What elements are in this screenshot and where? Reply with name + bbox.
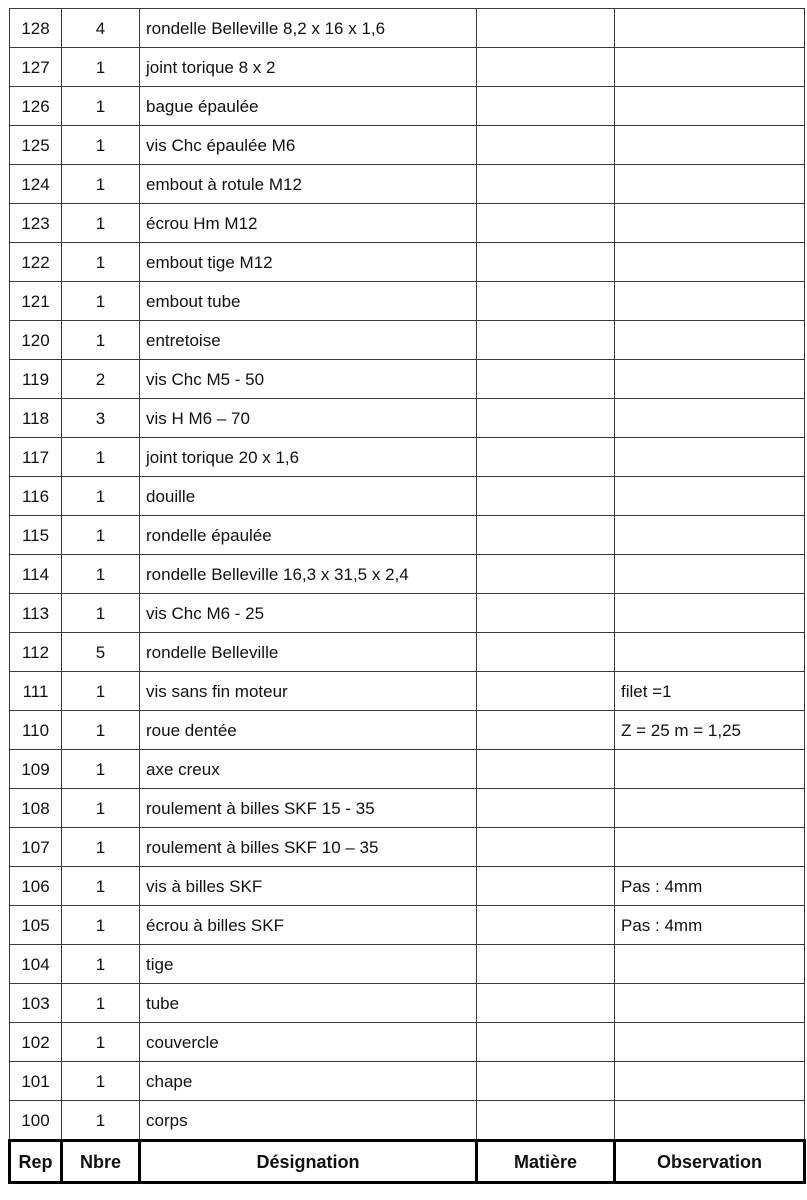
observation-cell [615,282,805,321]
designation-cell: vis sans fin moteur [140,672,477,711]
observation-cell [615,477,805,516]
rep-cell: 119 [10,360,62,399]
nbre-cell: 1 [62,48,140,87]
rep-cell: 105 [10,906,62,945]
matiere-cell [477,789,615,828]
nbre-cell: 1 [62,165,140,204]
table-row [10,828,805,867]
observation-cell: Pas : 4mm [615,867,805,906]
observation-cell [615,165,805,204]
nbre-cell: 1 [62,126,140,165]
designation-cell: douille [140,477,477,516]
table-row [10,1023,805,1062]
nbre-cell: 1 [62,282,140,321]
observation-cell [615,321,805,360]
matiere-cell [477,672,615,711]
nbre-cell: 5 [62,633,140,672]
designation-cell: vis Chc épaulée M6 [140,126,477,165]
nbre-cell: 1 [62,828,140,867]
rep-cell: 108 [10,789,62,828]
table-row [10,867,805,906]
table-row [10,399,805,438]
matiere-cell [477,711,615,750]
matiere-cell [477,399,615,438]
observation-cell: Pas : 4mm [615,906,805,945]
matiere-cell [477,1101,615,1141]
matiere-cell [477,87,615,126]
matiere-cell [477,750,615,789]
rep-cell: 123 [10,204,62,243]
table-row [10,555,805,594]
matiere-cell [477,984,615,1023]
observation-cell [615,243,805,282]
nbre-cell: 1 [62,867,140,906]
observation-cell [615,1023,805,1062]
matiere-cell [477,828,615,867]
observation-cell [615,594,805,633]
designation-cell: joint torique 20 x 1,6 [140,438,477,477]
header-designation: Désignation [140,1141,477,1183]
table-row [10,126,805,165]
table-row [10,438,805,477]
table-row [10,1101,805,1141]
rep-cell: 103 [10,984,62,1023]
header-matiere: Matière [477,1141,615,1183]
designation-cell: écrou Hm M12 [140,204,477,243]
designation-cell: roulement à billes SKF 10 – 35 [140,828,477,867]
rep-cell: 122 [10,243,62,282]
rep-cell: 114 [10,555,62,594]
nbre-cell: 3 [62,399,140,438]
rep-cell: 121 [10,282,62,321]
rep-cell: 127 [10,48,62,87]
table-row [10,984,805,1023]
designation-cell: corps [140,1101,477,1141]
observation-cell [615,1062,805,1101]
table-row [10,477,805,516]
matiere-cell [477,282,615,321]
matiere-cell [477,204,615,243]
designation-cell: vis H M6 – 70 [140,399,477,438]
nbre-cell: 1 [62,555,140,594]
table-row [10,1062,805,1101]
table-row [10,633,805,672]
matiere-cell [477,321,615,360]
matiere-cell [477,867,615,906]
matiere-cell [477,126,615,165]
rep-cell: 115 [10,516,62,555]
designation-cell: vis Chc M5 - 50 [140,360,477,399]
rep-cell: 112 [10,633,62,672]
table-row [10,906,805,945]
observation-cell [615,633,805,672]
nbre-cell: 1 [62,672,140,711]
designation-cell: chape [140,1062,477,1101]
observation-cell: filet =1 [615,672,805,711]
header-observation: Observation [615,1141,805,1183]
rep-cell: 106 [10,867,62,906]
table-row [10,750,805,789]
observation-cell [615,828,805,867]
nbre-cell: 4 [62,9,140,48]
table-row [10,87,805,126]
observation-cell [615,204,805,243]
matiere-cell [477,1062,615,1101]
nbre-cell: 1 [62,711,140,750]
designation-cell: roue dentée [140,711,477,750]
rep-cell: 104 [10,945,62,984]
observation-cell [615,360,805,399]
designation-cell: entretoise [140,321,477,360]
rep-cell: 124 [10,165,62,204]
parts-list-body [10,9,805,1141]
designation-cell: rondelle Belleville [140,633,477,672]
table-row [10,48,805,87]
designation-cell: tube [140,984,477,1023]
nbre-cell: 1 [62,594,140,633]
table-row [10,789,805,828]
matiere-cell [477,9,615,48]
table-row [10,321,805,360]
nbre-cell: 1 [62,243,140,282]
matiere-cell [477,165,615,204]
parts-list-table [8,8,806,1184]
table-row [10,9,805,48]
observation-cell [615,438,805,477]
header-nbre: Nbre [62,1141,140,1183]
nbre-cell: 1 [62,945,140,984]
nbre-cell: 1 [62,87,140,126]
rep-cell: 110 [10,711,62,750]
nbre-cell: 1 [62,477,140,516]
table-row [10,672,805,711]
nbre-cell: 1 [62,321,140,360]
rep-cell: 126 [10,87,62,126]
nbre-cell: 1 [62,1101,140,1141]
rep-cell: 118 [10,399,62,438]
nbre-cell: 1 [62,984,140,1023]
rep-cell: 120 [10,321,62,360]
observation-cell [615,516,805,555]
matiere-cell [477,360,615,399]
designation-cell: roulement à billes SKF 15 - 35 [140,789,477,828]
table-row [10,282,805,321]
rep-cell: 101 [10,1062,62,1101]
table-row [10,711,805,750]
nbre-cell: 1 [62,204,140,243]
header-rep: Rep [10,1141,62,1183]
matiere-cell [477,438,615,477]
nbre-cell: 2 [62,360,140,399]
nbre-cell: 1 [62,516,140,555]
observation-cell [615,1101,805,1141]
table-row [10,243,805,282]
matiere-cell [477,516,615,555]
designation-cell: embout tube [140,282,477,321]
observation-cell [615,555,805,594]
matiere-cell [477,48,615,87]
designation-cell: embout à rotule M12 [140,165,477,204]
designation-cell: embout tige M12 [140,243,477,282]
designation-cell: rondelle épaulée [140,516,477,555]
observation-cell [615,984,805,1023]
designation-cell: vis Chc M6 - 25 [140,594,477,633]
nbre-cell: 1 [62,789,140,828]
matiere-cell [477,555,615,594]
matiere-cell [477,243,615,282]
observation-cell [615,750,805,789]
observation-cell [615,126,805,165]
nbre-cell: 1 [62,906,140,945]
observation-cell [615,399,805,438]
designation-cell: écrou à billes SKF [140,906,477,945]
designation-cell: couvercle [140,1023,477,1062]
observation-cell: Z = 25 m = 1,25 [615,711,805,750]
designation-cell: rondelle Belleville 16,3 x 31,5 x 2,4 [140,555,477,594]
designation-cell: axe creux [140,750,477,789]
designation-cell: bague épaulée [140,87,477,126]
observation-cell [615,945,805,984]
designation-cell: rondelle Belleville 8,2 x 16 x 1,6 [140,9,477,48]
rep-cell: 117 [10,438,62,477]
table-row [10,204,805,243]
rep-cell: 102 [10,1023,62,1062]
designation-cell: tige [140,945,477,984]
designation-cell: vis à billes SKF [140,867,477,906]
matiere-cell [477,633,615,672]
rep-cell: 116 [10,477,62,516]
rep-cell: 109 [10,750,62,789]
rep-cell: 113 [10,594,62,633]
table-row [10,945,805,984]
matiere-cell [477,477,615,516]
table-row [10,165,805,204]
matiere-cell [477,906,615,945]
rep-cell: 128 [10,9,62,48]
matiere-cell [477,594,615,633]
header-row [10,1141,805,1183]
nbre-cell: 1 [62,1023,140,1062]
observation-cell [615,9,805,48]
table-row [10,516,805,555]
matiere-cell [477,1023,615,1062]
rep-cell: 107 [10,828,62,867]
matiere-cell [477,945,615,984]
rep-cell: 125 [10,126,62,165]
table-row [10,360,805,399]
rep-cell: 100 [10,1101,62,1141]
nbre-cell: 1 [62,438,140,477]
observation-cell [615,789,805,828]
observation-cell [615,48,805,87]
designation-cell: joint torique 8 x 2 [140,48,477,87]
observation-cell [615,87,805,126]
nbre-cell: 1 [62,1062,140,1101]
table-row [10,594,805,633]
rep-cell: 111 [10,672,62,711]
nbre-cell: 1 [62,750,140,789]
